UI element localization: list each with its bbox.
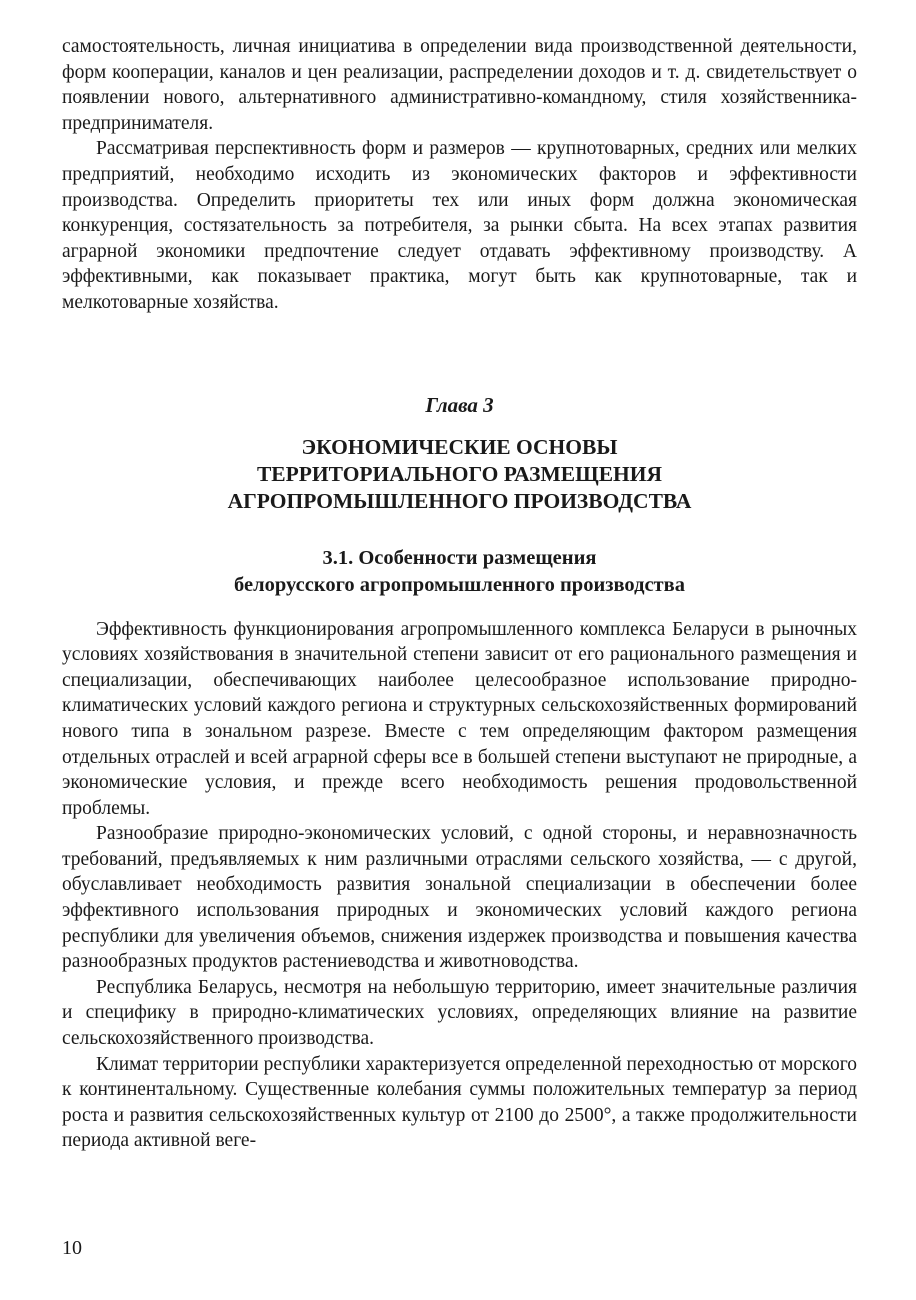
page-content (62, 34, 857, 1154)
section-title (62, 545, 857, 599)
chapter-title (62, 434, 857, 515)
chapter-title-line: АГРОПРОМЫШЛЕННОГО ПРОИЗВОДСТВА (227, 488, 692, 513)
paragraph: Климат территории республики характеризуется определенной переходностью от морского к континентальному. Существенные колебания суммы положительных температур за период роста и развития сельскохозяйственных культур от 2100 до 2500°, а также продолжительности периода активной веге- (62, 1053, 857, 1152)
chapter-title-line: ТЕРРИТОРИАЛЬНОГО РАЗМЕЩЕНИЯ (256, 461, 663, 486)
page-number: 10 (62, 1237, 82, 1259)
paragraph: Республика Беларусь, несмотря на небольшую территорию, имеет значительные различия и специфику в природно-климатических условиях, определяющих влияние на развитие сельскохозяйственного производства. (62, 976, 857, 1050)
paragraph: Эффективность функционирования агропромышленного комплекса Беларуси в рыночных условиях хозяйствования в значительной степени зависит от его рационального размещения и специализации, обеспечивающих наиболее целесообразное использование природно-климатических условий каждого региона и структурных сельскохозяйственных формирований нового типа в зональном разрезе. Вместе с тем определяющим фактором размещения отдельных отраслей и всей аграрной сферы все в большей степени выступают не природные, а экономические условия, и прежде всего необходимость решения продовольственной проблемы. (62, 618, 857, 819)
paragraph: Разнообразие природно-экономических условий, с одной стороны, и неравнозначность требований, предъявляемых к ним различными отраслями сельского хозяйства, — с другой, обуславливает необходимость развития зональной специализации в обеспечении более эффективного использования природных и экономических условий каждого региона республики для увеличения объемов, снижения издержек производства и повышения качества разнообразных продуктов растениеводства и животноводства. (62, 823, 857, 973)
chapter-label: Глава 3 (425, 392, 494, 417)
chapter-title-line: ЭКОНОМИЧЕСКИЕ ОСНОВЫ (301, 434, 618, 459)
section-title-line: белорусского агропромышленного производства (234, 573, 685, 596)
section-title-line: 3.1. Особенности размещения (322, 546, 597, 569)
paragraph-continuation: самостоятельность, личная инициатива в определении вида производственной деятельности, форм кооперации, каналов и цен реализации, распределении доходов и т. д. свидетельствует о появлении нового, альтернативного административно-командному, стиля хозяйственника-предпринимателя. (62, 36, 857, 134)
paragraph: Рассматривая перспективность форм и размеров — крупнотоварных, средних или мелких предприятий, необходимо исходить из экономических факторов и эффективности производства. Определить приоритеты тех или иных форм должна экономическая конкуренция, состязательность за потребителя, за рынки сбыта. На всех этапах развития аграрной экономики предпочтение следует отдавать эффективному производству. А эффективными, как показывает практика, могут быть как крупнотоварные, так и мелкотоварные хозяйства. (62, 138, 857, 313)
